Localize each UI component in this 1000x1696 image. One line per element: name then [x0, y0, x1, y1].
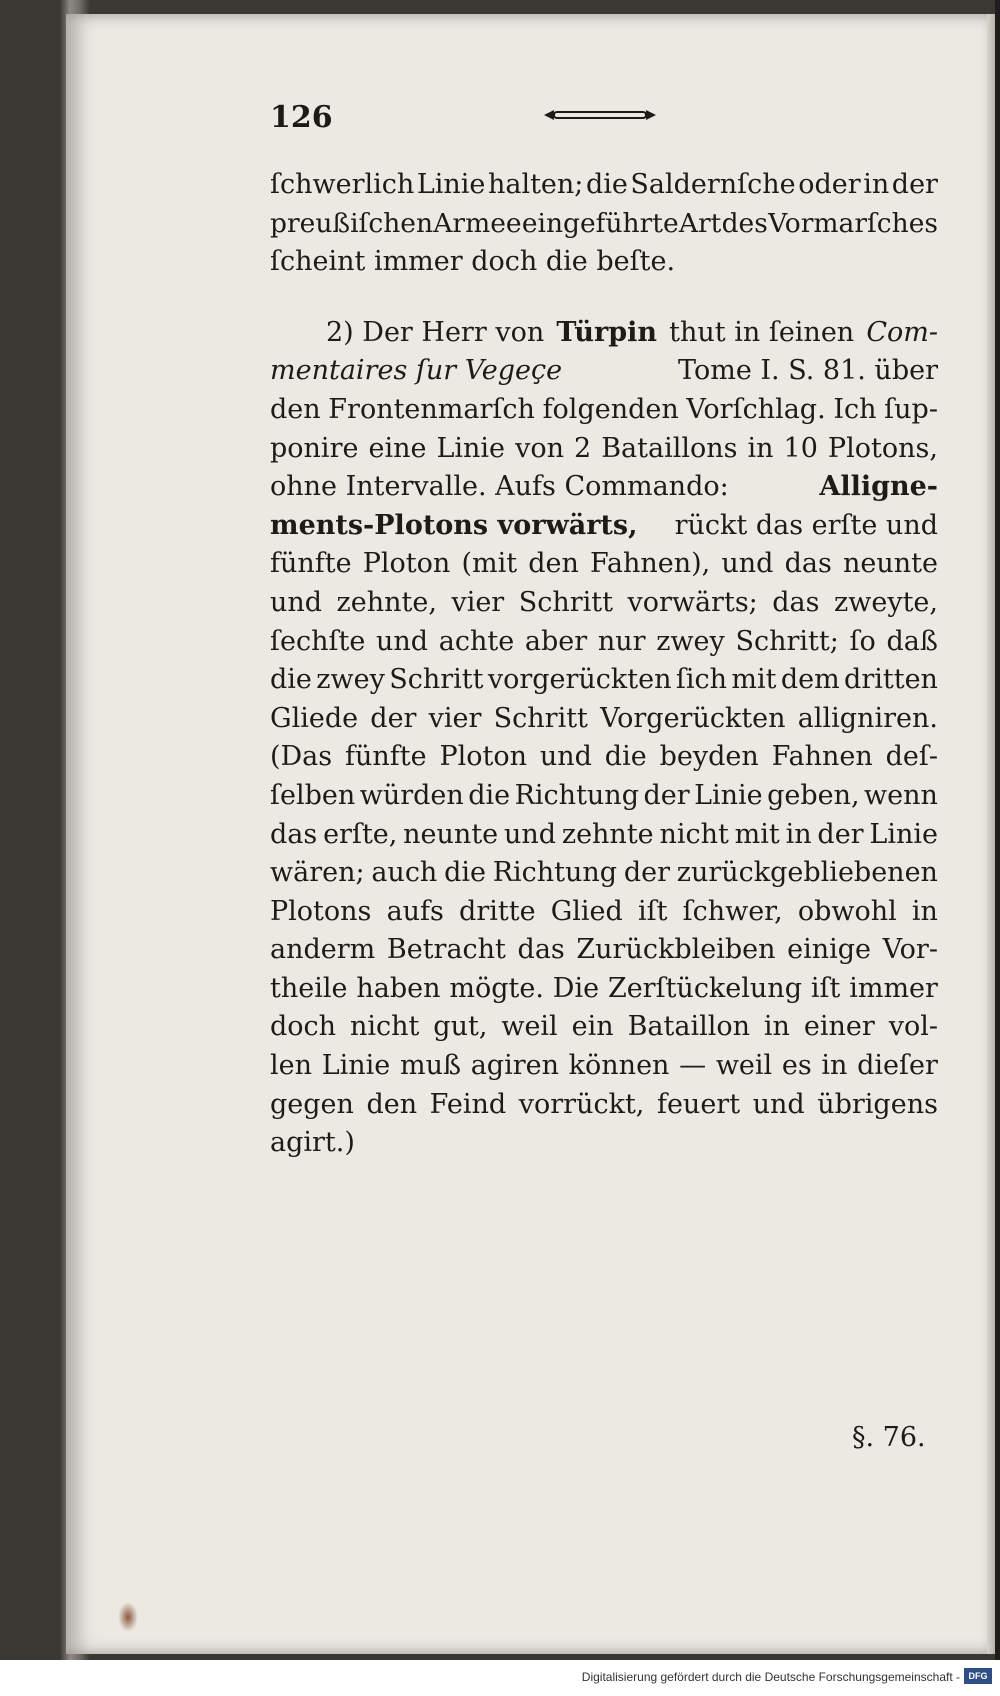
text-line — [270, 661, 938, 700]
text-line — [270, 352, 938, 391]
word: obwohl — [797, 895, 897, 927]
word: Vorſchlag. — [686, 393, 826, 425]
emphasized-name: Türpin — [556, 316, 658, 348]
word: nicht — [659, 818, 729, 850]
word: Schritt — [518, 586, 613, 618]
word: Armee — [433, 207, 522, 239]
word: achte — [438, 625, 515, 657]
word: ein — [571, 1011, 614, 1043]
word: in — [785, 818, 812, 850]
word: vier — [428, 702, 482, 734]
italic-title: Com- — [866, 316, 938, 348]
text-line — [270, 205, 938, 244]
word: und — [752, 1088, 805, 1120]
word: Ich — [833, 393, 877, 425]
word: übrigens — [817, 1088, 938, 1120]
word: Zurückbleiben — [576, 934, 776, 966]
word: neunte — [403, 818, 499, 850]
word: das — [270, 818, 318, 850]
word: des — [721, 207, 768, 239]
text-line — [270, 1086, 938, 1125]
word: len — [270, 1050, 313, 1082]
ink-stain — [118, 1602, 138, 1632]
word: (Das — [270, 741, 333, 773]
word: und — [503, 818, 557, 850]
word: Feind — [429, 1088, 507, 1120]
word: — — [679, 1050, 707, 1082]
word: Bataillon — [627, 1011, 750, 1043]
word: erſte, — [323, 818, 398, 850]
word: doch — [270, 1011, 337, 1043]
word: Bataillons — [601, 432, 738, 464]
word: der — [891, 169, 938, 200]
word: eine — [368, 432, 427, 464]
word: fünfte — [345, 741, 427, 773]
text-line — [270, 1047, 938, 1086]
word: Frontenmarſch — [328, 393, 535, 425]
word: wären; — [270, 857, 365, 889]
word: ſelben — [270, 779, 356, 811]
word: Saldernſche — [630, 169, 796, 200]
word: das — [517, 934, 565, 966]
word: in — [863, 169, 890, 200]
word: und — [539, 741, 592, 773]
word: der — [817, 818, 864, 850]
word: Richtung — [514, 779, 639, 811]
text-fragment: 2) Der Herr von — [326, 316, 545, 348]
word: agiren — [470, 1050, 559, 1082]
word: weil — [501, 1011, 558, 1043]
header-ornament — [540, 108, 660, 122]
word: nicht — [349, 1011, 420, 1043]
text-line — [270, 314, 938, 353]
word: dritten — [844, 664, 938, 696]
word: halten; — [487, 169, 584, 200]
word: ſchwerlich — [270, 169, 415, 200]
text-line — [270, 854, 938, 893]
word: vorgerückten — [487, 664, 672, 696]
word: zwey — [656, 625, 725, 657]
word: in — [911, 895, 938, 927]
word: Plotons — [270, 895, 372, 927]
word: Ploton — [439, 741, 528, 773]
word: daß — [886, 625, 938, 657]
text-line — [270, 166, 938, 205]
word: die — [585, 169, 628, 200]
word: vol- — [888, 1011, 938, 1043]
word: oder — [798, 169, 861, 200]
text-line — [270, 430, 938, 469]
word: vorwärts; — [627, 586, 758, 618]
word: dieſer — [857, 1050, 938, 1082]
word: vier — [451, 586, 505, 618]
text-line — [270, 623, 938, 662]
word: Fahnen — [771, 741, 873, 773]
text-line — [270, 468, 938, 507]
word: einer — [803, 1011, 875, 1043]
word: Schritt — [389, 664, 484, 696]
word: Linie — [869, 818, 938, 850]
word: Zerſtückelung — [607, 972, 802, 1004]
word: das — [784, 548, 832, 580]
word: iſt — [810, 972, 841, 1004]
word: ſchwer, — [682, 895, 783, 927]
word: Fahnen), — [590, 548, 711, 580]
word: die — [604, 741, 647, 773]
word: wenn — [864, 779, 938, 811]
text-line — [270, 391, 938, 430]
word: neunte — [843, 548, 938, 580]
word: ſup- — [884, 393, 938, 425]
word: ſich — [675, 664, 727, 696]
text-line — [270, 777, 938, 816]
word: Plotons, — [827, 432, 938, 464]
word: der — [623, 857, 670, 889]
word: 2 — [573, 432, 592, 464]
text-line: ſcheint immer doch die beſte. — [270, 246, 676, 278]
word: mit — [734, 818, 780, 850]
word: die — [270, 664, 312, 696]
word: und — [721, 548, 774, 580]
word: Richtung — [492, 857, 618, 889]
catchword: §. 76. — [852, 1422, 926, 1453]
word: Glied — [550, 895, 623, 927]
word: Linie — [321, 1050, 391, 1082]
word: die — [468, 779, 511, 811]
word: haben — [356, 972, 441, 1004]
word: Betracht — [386, 934, 506, 966]
word: anderm — [270, 934, 376, 966]
funding-notice: Digitalisierung gefördert durch die Deutsche Forschungsgemeinschaft - — [581, 1670, 960, 1684]
text-fragment: Tome I. S. 81. über — [678, 355, 938, 387]
word: in — [763, 1011, 790, 1043]
text-line: agirt.) — [270, 1127, 355, 1159]
word: folgenden — [542, 393, 679, 425]
word: zehnte — [561, 818, 654, 850]
word: mit — [731, 664, 777, 696]
word: deſ- — [885, 741, 938, 773]
word: in — [747, 432, 774, 464]
page-edge — [987, 14, 995, 1654]
text-line — [270, 931, 938, 970]
word: Art — [678, 207, 722, 239]
text-line — [270, 1008, 938, 1047]
text-fragment: thut in ſeinen — [669, 316, 855, 348]
text-line — [270, 893, 938, 932]
word: von — [515, 432, 564, 464]
scan-border — [995, 0, 1000, 1660]
word: dem — [780, 664, 840, 696]
text-fragment: rückt das erſte und — [674, 509, 938, 541]
word: Linie — [436, 432, 506, 464]
word: es — [781, 1050, 812, 1082]
word: die — [444, 857, 486, 889]
word: und — [270, 586, 323, 618]
text-line — [270, 816, 938, 855]
word: zurückgebliebenen — [676, 857, 938, 889]
word: eingeführte — [521, 207, 679, 239]
text-fragment: ohne Intervalle. Aufs Commando: — [270, 471, 729, 503]
word: vorrückt, — [518, 1088, 645, 1120]
word: Linie — [694, 779, 763, 811]
word: muß — [399, 1050, 461, 1082]
word: Die — [552, 972, 600, 1004]
italic-title: mentaires ſur Vegeçe — [270, 355, 563, 387]
word: (mit — [461, 548, 518, 580]
word: fünfte — [270, 548, 352, 580]
paragraph-gap — [270, 282, 938, 314]
word: Vormarſches — [768, 207, 938, 239]
word: zweyte, — [834, 586, 938, 618]
word: auch — [371, 857, 438, 889]
word: ſo — [849, 625, 876, 657]
word: iſt — [637, 895, 668, 927]
word: Linie — [416, 169, 486, 200]
text-line — [270, 584, 938, 623]
word: ponire — [270, 432, 359, 464]
word: den — [366, 1088, 418, 1120]
word: feuert — [656, 1088, 741, 1120]
word: der — [370, 702, 417, 734]
word: gut, — [433, 1011, 488, 1043]
word: Schritt — [493, 702, 588, 734]
word: alligniren. — [797, 702, 938, 734]
word: beyden — [659, 741, 759, 773]
word: zehnte, — [336, 586, 437, 618]
word: preußiſchen — [270, 207, 434, 239]
word: und — [376, 625, 429, 657]
word: Schritt; — [735, 625, 839, 657]
word: geben, — [767, 779, 860, 811]
word: Vor- — [882, 934, 938, 966]
word: immer — [849, 972, 938, 1004]
footer-bar — [0, 1660, 1000, 1696]
word: gegen — [270, 1088, 354, 1120]
word: Ploton — [362, 548, 451, 580]
word: das — [772, 586, 820, 618]
emphasized-command: ments-Plotons vorwärts, — [270, 509, 638, 541]
word: würden — [359, 779, 464, 811]
word: der — [643, 779, 690, 811]
word: nur — [597, 625, 646, 657]
word: Gliede — [270, 702, 359, 734]
text-line — [270, 700, 938, 739]
text-line — [270, 545, 938, 584]
word: einige — [787, 934, 872, 966]
word: in — [821, 1050, 848, 1082]
word: den — [528, 548, 579, 580]
word: dritte — [459, 895, 536, 927]
text-line — [270, 738, 938, 777]
emphasized-command: Alligne- — [819, 471, 938, 503]
word: können — [568, 1050, 670, 1082]
word: zwey — [316, 664, 385, 696]
dfg-logo: DFG — [964, 1668, 992, 1684]
word: aufs — [386, 895, 444, 927]
word: weil — [715, 1050, 773, 1082]
body-text — [270, 166, 938, 1163]
word: ſechſte — [270, 625, 366, 657]
page-number: 126 — [270, 100, 333, 135]
word: den — [270, 393, 321, 425]
text-line — [270, 507, 938, 546]
word: theile — [270, 972, 348, 1004]
word: aber — [524, 625, 588, 657]
text-line — [270, 970, 938, 1009]
word: 10 — [783, 432, 818, 464]
word: mögte. — [449, 972, 544, 1004]
word: Vorgerückten — [600, 702, 786, 734]
